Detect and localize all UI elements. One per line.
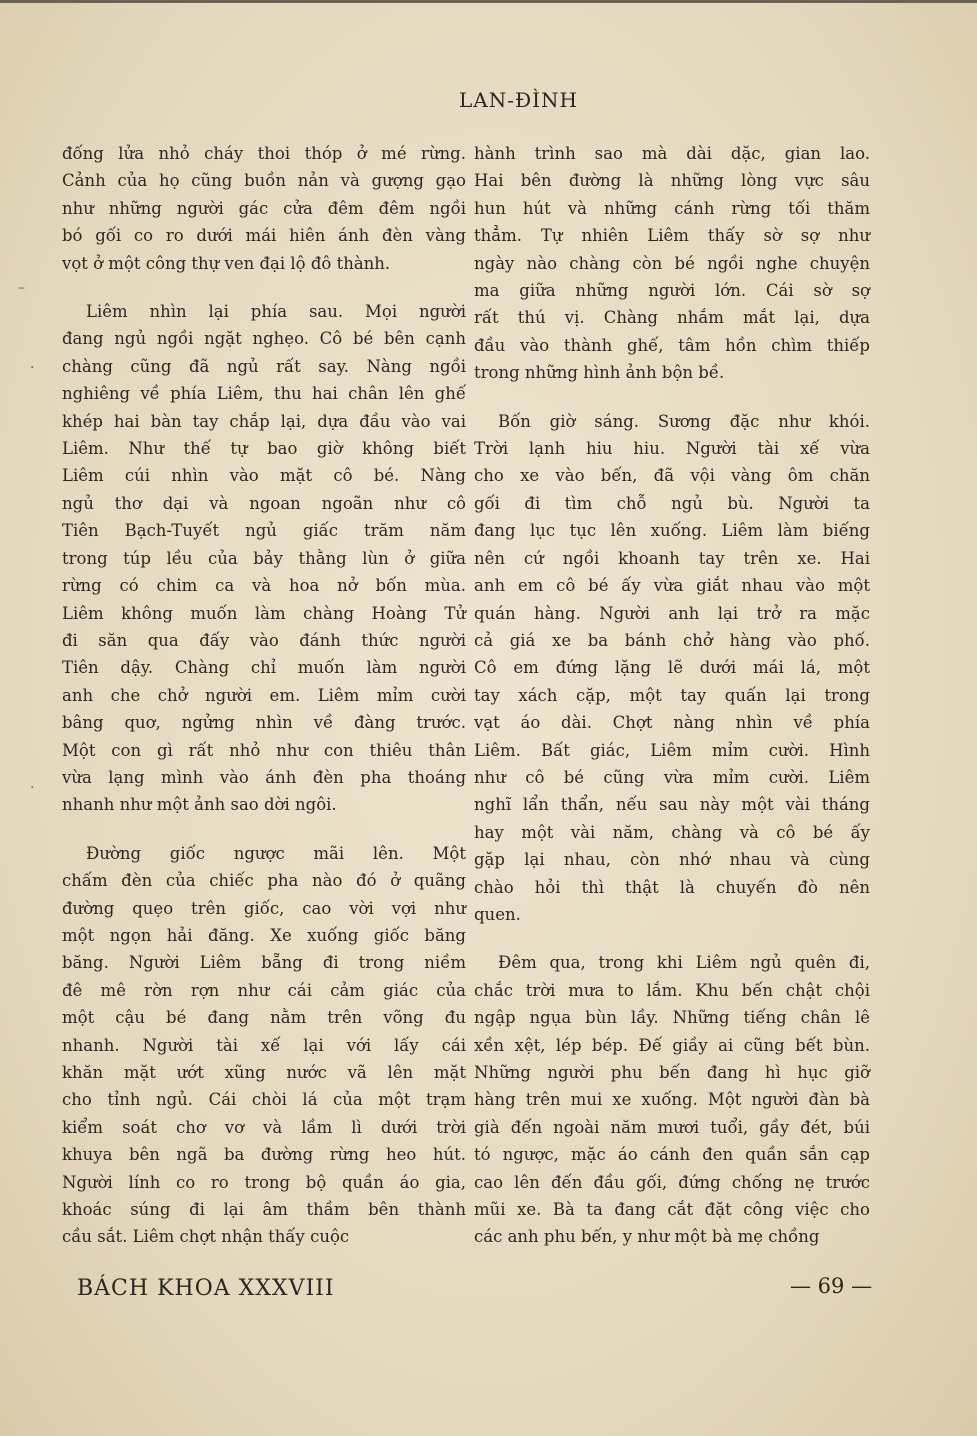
margin-mark: · — [30, 780, 35, 796]
text-line: kiểm soát chơ vơ và lầm lì dưới trời — [62, 1117, 466, 1137]
text-line: vọt ở một công thự ven đại lộ đô thành. — [62, 253, 391, 273]
text-line: tó ngược, mặc áo cánh đen quần sắn cạp — [474, 1145, 870, 1165]
text-line: Liêm nhìn lại phía sau. Mọi người — [86, 302, 466, 322]
text-line: tay xách cặp, một tay quấn lại trong — [474, 685, 870, 705]
text-line: hành trình sao mà dài dặc, gian lao. — [474, 144, 870, 163]
text-line: đống lửa nhỏ cháy thoi thóp ở mé rừng. — [62, 144, 466, 163]
text-line: Cô em đứng lặng lẽ dưới mái lá, một — [474, 658, 870, 678]
text-line: Một con gì rất nhỏ như con thiêu thân — [62, 740, 466, 760]
margin-mark: – — [18, 280, 25, 296]
text-line: rừng có chim ca và hoa nở bốn mùa. — [62, 576, 466, 596]
text-line: xền xệt, lép bép. Đế giầy ai cũng bết bùn. — [474, 1035, 870, 1055]
text-line: cao lên đến đầu gối, đứng chống nẹ trước — [474, 1172, 870, 1192]
text-line: Người lính co ro trong bộ quần áo gia, — [62, 1172, 466, 1192]
text-line: nghiêng về phía Liêm, thu hai chân lên ghế — [62, 384, 466, 404]
margin-mark: · — [30, 360, 35, 376]
text-line: một cậu bé đang nằm trên võng đu — [62, 1008, 466, 1028]
text-line: đê mê rờn rợn như cái cảm giác của — [62, 980, 466, 1000]
magazine-name: BÁCH KHOA XXXVIII — [77, 1276, 335, 1301]
text-line: cầu sắt. Liêm chợt nhận thấy cuộc — [62, 1227, 350, 1247]
text-line: ma giữa những người lớn. Cái sờ sợ — [474, 281, 870, 301]
right-text-column — [474, 140, 870, 1272]
text-line: trong túp lều của bảy thằng lùn ở giữa — [62, 548, 466, 568]
text-line: như những người gác cửa đêm đêm ngồi — [62, 198, 466, 218]
text-line: Liêm cúi nhìn vào mặt cô bé. Nàng — [62, 466, 466, 486]
text-line: Tiên dậy. Chàng chỉ muốn làm người — [62, 658, 466, 678]
top-rule — [0, 0, 977, 3]
text-line: khoác súng đi lại âm thầm bên thành — [62, 1200, 466, 1220]
text-line: cho tỉnh ngủ. Cái chòi lá của một trạm — [62, 1090, 466, 1110]
text-line: băng. Người Liêm bẵng đi trong niềm — [62, 953, 466, 973]
text-line: chào hỏi thì thật là chuyến đò nên — [474, 877, 870, 897]
text-line: cả giá xe ba bánh chở hàng vào phố. — [474, 630, 870, 650]
text-line: nên cứ ngồi khoanh tay trên xe. Hai — [474, 548, 870, 568]
text-line: Bốn giờ sáng. Sương đặc như khói. — [498, 411, 870, 431]
text-line: Cảnh của họ cũng buồn nản và gượng gạo — [62, 171, 466, 191]
text-line: anh em cô bé ấy vừa giắt nhau vào một — [474, 576, 870, 596]
text-line: khép hai bàn tay chắp lại, dựa đầu vào vai — [62, 411, 466, 431]
text-line: hay một vài năm, chàng và cô bé ấy — [474, 822, 870, 842]
paragraph — [474, 408, 870, 929]
text-line: bâng quơ, ngửng nhìn về đàng trước. — [62, 713, 466, 733]
text-line: ngập ngụa bùn lầy. Những tiếng chân lê — [474, 1008, 870, 1028]
text-line: già đến ngoài năm mươi tuổi, gầy đét, búi — [474, 1117, 870, 1137]
text-line: như cô bé cũng vừa mỉm cười. Liêm — [474, 767, 870, 787]
text-line: Đêm qua, trong khi Liêm ngủ quên đi, — [498, 953, 870, 973]
text-line: rất thú vị. Chàng nhắm mắt lại, dựa — [474, 308, 870, 328]
text-line: đi săn qua đấy vào đánh thức người — [62, 630, 466, 650]
text-line: đường quẹo trên giốc, cao vời vợi như — [62, 898, 466, 918]
text-line: nhanh như một ảnh sao dời ngôi. — [62, 795, 337, 815]
text-line: Tiên Bạch-Tuyết ngủ giấc trăm năm — [62, 521, 466, 541]
text-line: Liêm không muốn làm chàng Hoàng Tử — [62, 603, 466, 623]
text-line: đầu vào thành ghế, tâm hồn chìm thiếp — [474, 335, 870, 355]
text-line: ngày nào chàng còn bé ngồi nghe chuyện — [474, 253, 870, 273]
text-line: mũi xe. Bà ta đang cắt đặt công việc cho — [474, 1200, 870, 1220]
text-line: hàng trên mui xe xuống. Một người đàn bà — [474, 1090, 870, 1110]
text-line: thẳm. Tự nhiên Liêm thấy sờ sợ như — [474, 226, 870, 246]
text-line: một ngọn hải đăng. Xe xuống giốc băng — [62, 925, 466, 945]
text-line: trong những hình ảnh bộn bề. — [474, 363, 725, 383]
text-line: các anh phu bến, y như một bà mẹ chồng — [474, 1227, 820, 1247]
text-line: bó gối co ro dưới mái hiên ánh đèn vàng — [62, 226, 466, 246]
text-line: vừa lạng mình vào ánh đèn pha thoáng — [62, 767, 466, 787]
paragraph — [474, 949, 870, 1250]
text-line: đang ngủ ngồi ngặt nghẹo. Cô bé bên cạnh — [62, 329, 466, 349]
text-line: quen. — [474, 904, 521, 924]
text-line: nghĩ lẩn thẩn, nếu sau này một vài tháng — [474, 795, 870, 815]
text-line: ngủ thơ dại và ngoan ngoãn như cô — [62, 493, 466, 513]
paragraph — [62, 140, 466, 277]
text-line: khuya bên ngã ba đường rừng heo hút. — [62, 1145, 466, 1165]
left-text-column — [62, 140, 466, 1272]
text-line: Trời lạnh hiu hiu. Người tài xế vừa — [474, 439, 870, 459]
text-line: Đường giốc ngược mãi lên. Một — [86, 843, 466, 863]
text-line: gặp lại nhau, còn nhớ nhau và cùng — [474, 850, 870, 870]
text-line: đang lục tục lên xuống. Liêm làm biếng — [474, 521, 870, 541]
text-line: cho xe vào bến, đã vội vàng ôm chăn — [474, 466, 870, 486]
text-line: gối đi tìm chỗ ngủ bù. Người ta — [474, 493, 870, 513]
paragraph — [62, 298, 466, 819]
text-line: quán hàng. Người anh lại trở ra mặc — [474, 603, 870, 623]
paragraph — [62, 840, 466, 1251]
text-line: chàng cũng đã ngủ rất say. Nàng ngồi — [62, 356, 466, 376]
page-number: — 69 — — [790, 1274, 873, 1298]
text-line: chắc trời mưa to lắm. Khu bến chật chội — [474, 980, 870, 1000]
text-line: hun hút và những cánh rừng tối thăm — [474, 198, 870, 218]
text-line: nhanh. Người tài xế lại với lấy cái — [62, 1035, 466, 1055]
text-line: Liêm. Như thế tự bao giờ không biết — [62, 439, 466, 459]
text-line: anh che chở người em. Liêm mỉm cười — [62, 685, 466, 705]
text-line: Liêm. Bất giác, Liêm mỉm cười. Hình — [474, 740, 870, 760]
text-line: Những người phu bến đang hì hục giỡ — [474, 1063, 870, 1082]
text-line: vạt áo dài. Chợt nàng nhìn về phía — [474, 713, 870, 733]
running-header: LAN-ĐÌNH — [459, 88, 578, 112]
text-line: Hai bên đường là những lòng vực sâu — [474, 171, 870, 191]
text-line: khăn mặt ướt xũng nước vã lên mặt — [62, 1063, 466, 1082]
text-line: chấm đèn của chiếc pha nào đó ở quãng — [62, 871, 466, 891]
paragraph — [474, 140, 870, 387]
